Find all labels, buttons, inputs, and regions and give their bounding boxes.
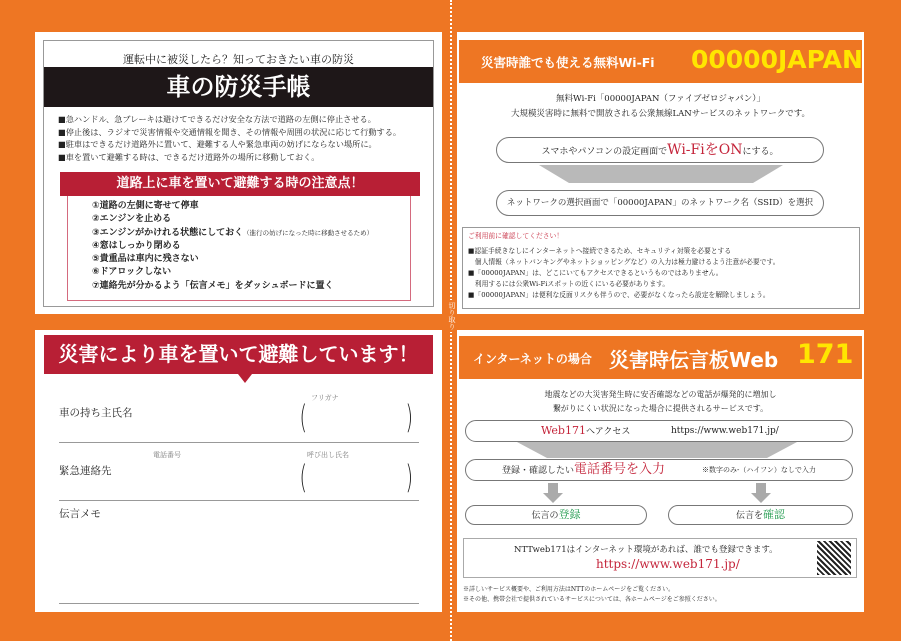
footnote: ※その他、携帯会社で提供されているサービスについては、各ホームページをご参照ください。 <box>463 596 721 603</box>
step: ⑥ドアロックしない <box>92 267 172 278</box>
wifi-header: 災害時誰でも使える無料Wi-Fi 00000JAPAN <box>459 40 862 83</box>
caller-hint: 呼び出し氏名 <box>307 451 349 459</box>
web171-header: インターネットの場合 災害時伝言板Web 171 <box>459 336 862 379</box>
qr-code-icon[interactable] <box>817 541 851 575</box>
bullet: ■停止後は、ラジオで災害情報や交通情報を聞き、その情報や周囲の状況に応じて行動する。 <box>58 126 402 137</box>
notice-title: 道路上に車を置いて避難する時の注意点！ <box>60 172 420 196</box>
bullet: ■駐車はできるだけ道路外に置いて、避難する人や緊急車両の妨げにならない場所に。 <box>58 139 377 149</box>
wifi-intro: 大規模災害時に無料で開放される公衆無線LANサービスのネットワークです。 <box>510 109 811 119</box>
step: ②エンジンを止める <box>92 214 172 225</box>
ntt-link[interactable]: https://www.web171.jp/ <box>596 557 740 571</box>
step: ④窓はしっかり閉める <box>92 240 181 251</box>
car-disaster-notebook-panel <box>35 32 442 314</box>
divider <box>59 442 419 443</box>
wifi-panel <box>457 32 864 314</box>
bullet: ■車を置いて避難する時は、できるだけ道路外の場所に移動しておく。 <box>58 151 320 162</box>
register-message-button[interactable]: 伝言の登録 <box>465 505 647 525</box>
page-title: 車の防災手帳 <box>44 67 433 107</box>
number-171: 171 <box>797 339 854 370</box>
step: ①道路の左側に寄せて停車 <box>92 201 199 211</box>
step-note: （進行の妨げになった時に移動させるため） <box>243 228 374 237</box>
wifi-step-2: ネットワークの選択画面で「00000JAPAN」のネットワーク名（SSID）を選択 <box>496 190 824 216</box>
down-arrow-icon <box>539 165 783 183</box>
down-arrow-icon <box>756 483 766 493</box>
step-list <box>92 200 373 293</box>
open-paren: ( <box>299 458 307 496</box>
owner-name-label: 車の持ち主氏名 <box>59 407 133 419</box>
notice-box <box>67 173 411 301</box>
step: ③エンジンがかけれる状態にしておく（進行の妨げになった時に移動させるため） <box>92 227 374 238</box>
footnote: ※詳しいサービス概要や、ご利用方法はNTTのホームページをご覧ください。 <box>463 586 675 593</box>
ntt-info-box: NTTweb171はインターネット環境があれば、誰でも登録できます。 https://www.web171.jp/ <box>463 538 857 578</box>
bullet-list <box>58 113 401 163</box>
web171-panel: インターネットの場合 災害時伝言板Web 171 地震などの大災害発生時に安否確認などの電話が爆発的に増加し 繋がりにくい状況になった場合に提供されるサービスです。 Web171へアクセス https://www.web171.jp/ 登録・確認したい電話番号を入力 ※数字のみ-（ハイフン）なしで入力 伝言の登録 伝言を確認 NTTweb171はインターネット環境があれば、誰でも登録できます。 https://www.web171.jp/ ※詳しいサービス概要や、ご利用方法はNTTのホームページをご覧ください。 ※その他、携帯会社で提供されているサービスについては、各ホームページをご参照ください。 <box>457 330 864 612</box>
evacuation-banner: 災害により車を置いて避難しています！ <box>44 335 433 374</box>
subtitle: 運転中に被災したら？知っておきたい車の防災 <box>123 53 354 66</box>
caution-box: ご利用前に確認してください！ ■認証手続きなしにインターネットへ接続できるため、セキュリティ対策を必要とする 個人情報（ネットバンキングやネットショッピングなど）の入力は極力避けるよう注意が必要です。 ■「00000JAPAN」は、どこにいてもアクセスできるというものではありません。 利用するには公衆Wi-Fiスポットの近くにいる必要があります。 ■「00000JAPAN」は便利な反面リスクも伴うので、必要がなくなったら設定を解除しましょう。 <box>462 227 860 309</box>
memo-label: 伝言メモ <box>59 508 101 520</box>
web171-link[interactable]: https://www.web171.jp/ <box>671 426 779 436</box>
step: ⑤貴重品は車内に残さない <box>92 254 199 265</box>
step: ⑦連絡先が分かるよう「伝言メモ」をダッシュボードに置く <box>92 280 334 291</box>
down-arrow-icon <box>517 442 797 458</box>
furigana-hint: フリガナ <box>311 394 339 402</box>
caution-title: ご利用前に確認してください！ <box>468 232 564 240</box>
input-step: 登録・確認したい電話番号を入力 ※数字のみ-（ハイフン）なしで入力 <box>465 459 853 481</box>
evacuation-memo-panel <box>35 330 442 612</box>
close-paren: ) <box>405 458 413 496</box>
close-paren: ) <box>405 398 413 436</box>
wifi-intro: 無料Wi-Fi「00000JAPAN（ファイブゼロジャパン）」 <box>556 94 765 104</box>
access-step: Web171へアクセス https://www.web171.jp/ <box>465 420 853 442</box>
divider <box>59 603 419 604</box>
ssid-title: 00000JAPAN <box>691 45 863 74</box>
cut-label: 切り取り <box>443 300 457 332</box>
wifi-step-1: スマホやパソコンの設定画面でWi-FiをONにする。 <box>496 137 824 163</box>
phone-hint: 電話番号 <box>153 451 181 459</box>
divider <box>59 500 419 501</box>
emergency-contact-label: 緊急連絡先 <box>59 465 112 477</box>
confirm-message-button[interactable]: 伝言を確認 <box>668 505 853 525</box>
down-arrow-icon <box>548 483 558 493</box>
bullet: ■急ハンドル、急ブレーキは避けてできるだけ安全な方法で道路の左側に停止させる。 <box>58 114 376 124</box>
open-paren: ( <box>299 398 307 436</box>
